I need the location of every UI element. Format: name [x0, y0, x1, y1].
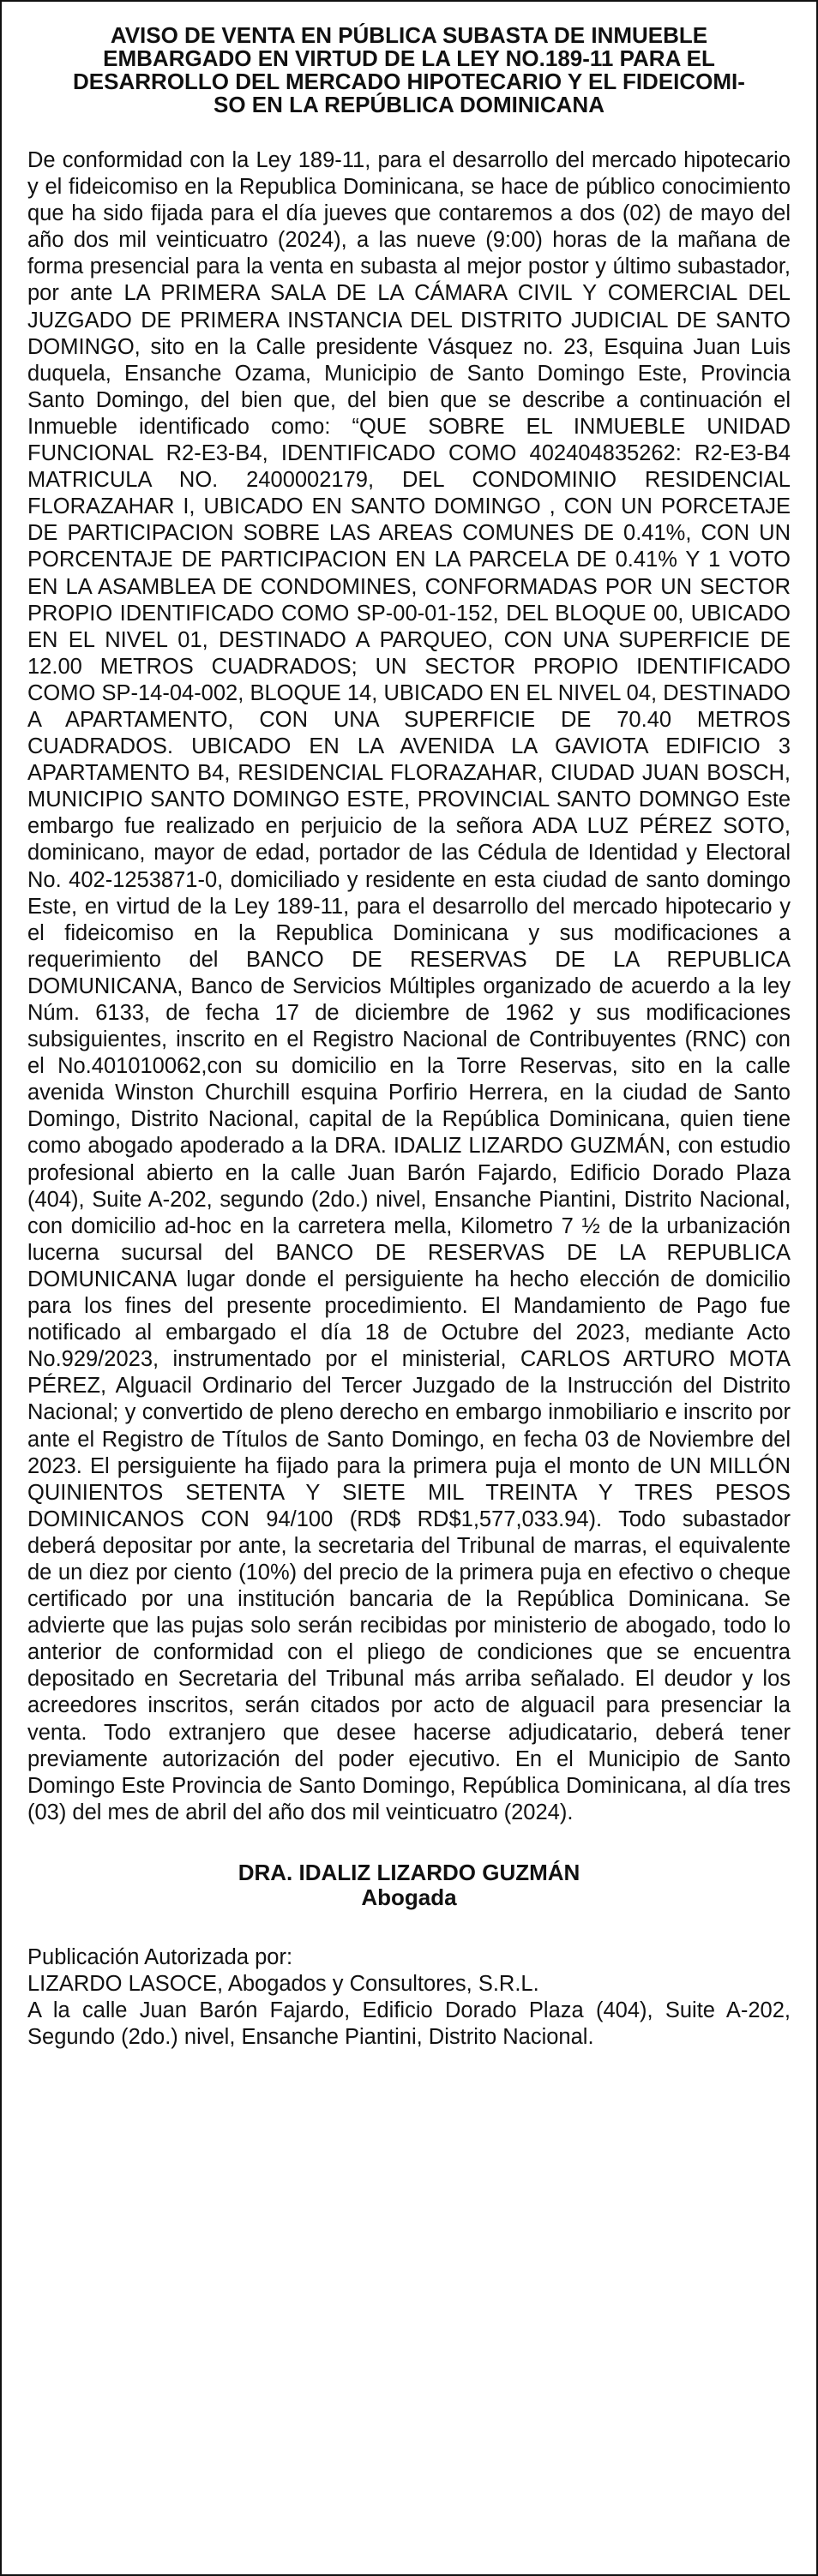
publication-label: Publicación Autorizada por:: [27, 1944, 293, 1969]
notice-title: AVISO DE VENTA EN PÚBLICA SUBASTA DE INMUEBLE EMBARGADO EN VIRTUD DE LA LEY NO.189-11 PARA EL DESARROLLO DEL MERCADO HIPOTECARIO Y EL FIDEICOMI- SO EN LA REPÚBLICA DOMINICANA: [73, 22, 745, 117]
signature-block: [27, 1860, 791, 1910]
publication-address: A la calle Juan Barón Fajardo, Edificio Dorado Plaza (404), Suite A-202, Segundo (2do.) nivel, Ensanche Piantini, Distrito Nacional.: [27, 1998, 791, 2049]
publication-firm: LIZARDO LASOCE, Abogados y Consultores, S.R.L.: [27, 1971, 539, 1996]
signature-name: DRA. IDALIZ LIZARDO GUZMÁN: [238, 1859, 580, 1885]
publication-block: [27, 1944, 791, 2051]
notice-body: De conformidad con la Ley 189-11, para el desarrollo del mercado hipotecario y el fideicomiso en la Republica Dominicana, se hace de público conocimiento que ha sido fijada para el día jueves que contaremos a dos (02) de mayo del año dos mil veinticuatro (2024), a las nueve (9:00) horas de la mañana de forma presencial para la venta en subasta al mejor postor y último subastador, por ante LA PRIMERA SALA DE LA CÁMARA CIVIL Y COMERCIAL DEL JUZGADO DE PRIMERA INSTANCIA DEL DISTRITO JUDICIAL DE SANTO DOMINGO, sito en la Calle presidente Vásquez no. 23, Esquina Juan Luis duquela, Ensanche Ozama, Municipio de Santo Domingo Este, Provincia Santo Domingo, del bien que, del bien que se describe a continuación el Inmueble identificado como: “QUE SOBRE EL INMUEBLE UNIDAD FUNCIONAL R2-E3-B4, IDENTIFICADO COMO 402404835262: R2-E3-B4 MATRICULA NO. 2400002179, DEL CONDOMINIO RESIDENCIAL FLORAZAHAR I, UBICADO EN SANTO DOMINGO , CON UN PORCETAJE DE PARTICIPACION SOBRE LAS AREAS COMUNES DE 0.41%, CON UN PORCENTAJE DE PARTICIPACION EN LA PARCELA DE 0.41% Y 1 VOTO EN LA ASAMBLEA DE CONDOMINES, CONFORMADAS POR UN SECTOR PROPIO IDENTIFICADO COMO SP-00-01-152, DEL BLOQUE 00, UBICADO EN EL NIVEL 01, DESTINADO A PARQUEO, CON UNA SUPERFICIE DE 12.00 METROS CUADRADOS; UN SECTOR PROPIO IDENTIFICADO COMO SP-14-04-002, BLOQUE 14, UBICADO EN EL NIVEL 04, DESTINADO A APARTAMENTO, CON UNA SUPERFICIE DE 70.40 METROS CUADRADOS. UBICADO EN LA AVENIDA LA GAVIOTA EDIFICIO 3 APARTAMENTO B4, RESIDENCIAL FLORAZAHAR, CIUDAD JUAN BOSCH, MUNICIPIO SANTO DOMINGO ESTE, PROVINCIAL SANTO DOMNGO Este embargo fue realizado en perjuicio de la señora ADA LUZ PÉREZ SOTO, dominicano, mayor de edad, portador de las Cédula de Identidad y Electoral No. 402-1253871-0, domiciliado y residente en esta ciudad de santo domingo Este, en virtud de la Ley 189-11, para el desarrollo del mercado hipotecario y el fideicomiso en la Republica Dominicana y sus modificaciones a requerimiento del BANCO DE RESERVAS DE LA REPUBLICA DOMUNICANA, Banco de Servicios Múltiples organizado de acuerdo a la ley Núm. 6133, de fecha 17 de diciembre de 1962 y sus modificaciones subsiguientes, inscrito en el Registro Nacional de Contribuyentes (RNC) con el No.401010062,con su domicilio en la Torre Reservas, sito en la calle avenida Winston Churchill esquina Porfirio Herrera, en la ciudad de Santo Domingo, Distrito Nacional, capital de la República Dominicana, quien tiene como abogado apoderado a la DRA. IDALIZ LIZARDO GUZMÁN, con estudio profesional abierto en la calle Juan Barón Fajardo, Edificio Dorado Plaza (404), Suite A-202, segundo (2do.) nivel, Ensanche Piantini, Distrito Nacional, con domicilio ad-hoc en la carretera mella, Kilometro 7 ½ de la urbanización lucerna sucursal del BANCO DE RESERVAS DE LA REPUBLICA DOMUNICANA lugar donde el persiguiente ha hecho elección de domicilio para los fines del presente procedimiento. El Mandamiento de Pago fue notificado al embargado el día 18 de Octubre del 2023, mediante Acto No.929/2023, instrumentado por el ministerial, CARLOS ARTURO MOTA PÉREZ, Alguacil Ordinario del Tercer Juzgado de la Instrucción del Distrito Nacional; y convertido de pleno derecho en embargo inmobiliario e inscrito por ante el Registro de Títulos de Santo Domingo, en fecha 03 de Noviembre del 2023. El persiguiente ha fijado para la primera puja el monto de UN MILLÓN QUINIENTOS SETENTA Y SIETE MIL TREINTA Y TRES PESOS DOMINICANOS CON 94/100 (RD$ RD$1,577,033.94). Todo subastador deberá depositar por ante, la secretaria del Tribunal de marras, el equivalente de un diez por ciento (10%) del precio de la primera puja en efectivo o cheque certificado por una institución bancaria de la República Dominicana. Se advierte que las pujas solo serán recibidas por ministerio de abogado, todo lo anterior de conformidad con el pliego de condiciones que se encuentra depositado en Secretaria del Tribunal más arriba señalado. El deudor y los acreedores inscritos, serán citados por acto de alguacil para presenciar la venta. Todo extranjero que desee hacerse adjudicatario, deberá tener previamente autorización del poder ejecutivo. En el Municipio de Santo Domingo Este Provincia de Santo Domingo, República Dominicana, al día tres (03) del mes de abril del año dos mil veinticuatro (2024).: [27, 148, 791, 1824]
signature-role: Abogada: [361, 1884, 457, 1910]
